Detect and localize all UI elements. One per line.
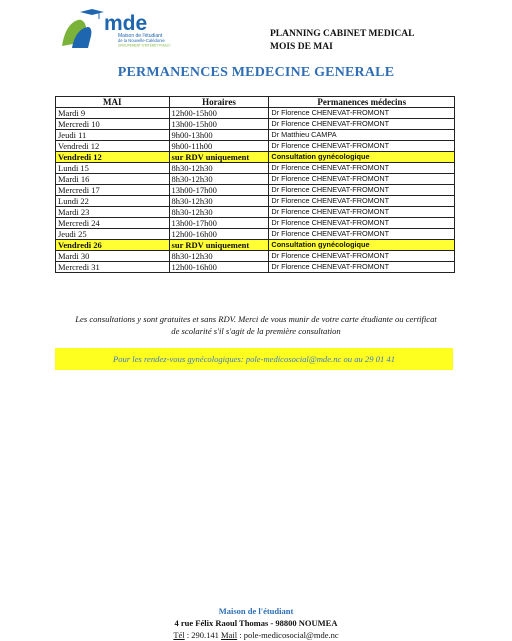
doctor-cell: Dr Florence CHENEVAT-FROMONT [269, 108, 455, 119]
footer-address: 4 rue Félix Raoul Thomas - 98800 NOUMEA [174, 618, 338, 628]
day-cell: Mardi 16 [56, 174, 170, 185]
doctor-cell: Dr Matthieu CAMPA [269, 130, 455, 141]
table-row [56, 141, 455, 152]
footer-contact [0, 629, 512, 641]
planning-table [55, 96, 455, 273]
day-cell: Mercredi 10 [56, 119, 170, 130]
hours-cell: sur RDV uniquement [169, 152, 269, 163]
hours-cell: 13h00-17h00 [169, 218, 269, 229]
doctor-cell: Dr Florence CHENEVAT-FROMONT [269, 251, 455, 262]
hours-cell: sur RDV uniquement [169, 240, 269, 251]
table-row [56, 163, 455, 174]
day-cell: Mercredi 31 [56, 262, 170, 273]
header-title: PLANNING CABINET MEDICAL [270, 29, 415, 39]
hours-cell: 13h00-17h00 [169, 185, 269, 196]
header-info [270, 28, 414, 54]
day-cell: Jeudi 25 [56, 229, 170, 240]
footer [0, 605, 512, 641]
doctor-cell: Dr Florence CHENEVAT-FROMONT [269, 185, 455, 196]
tel-label: Tél [173, 630, 185, 640]
doctor-cell: Consultation gynécologique [269, 152, 455, 163]
hours-cell: 8h30-12h30 [169, 196, 269, 207]
hours-cell: 9h00-11h00 [169, 141, 269, 152]
hours-cell: 9h00-13h00 [169, 130, 269, 141]
day-cell: Lundi 22 [56, 196, 170, 207]
column-header: MAI [56, 97, 170, 108]
table-header-row [56, 97, 455, 108]
header-month: MOIS DE MAI [270, 42, 333, 52]
day-cell: Vendredi 12 [56, 141, 170, 152]
logo-line3: GROUPEMENT D'INTÉRÊT PUBLIC [118, 43, 171, 48]
day-cell: Vendredi 26 [56, 240, 170, 251]
consultation-note [40, 313, 472, 337]
doctor-cell: Dr Florence CHENEVAT-FROMONT [269, 163, 455, 174]
table-row [56, 262, 455, 273]
gyneco-contact-banner: Pour les rendez-vous gynécologiques: pole-medicosocial@mde.nc ou au 29 01 41 [55, 348, 453, 370]
hours-cell: 12h00-15h00 [169, 108, 269, 119]
table-row [56, 174, 455, 185]
day-cell: Mardi 30 [56, 251, 170, 262]
day-cell: Mardi 9 [56, 108, 170, 119]
column-header: Horaires [169, 97, 269, 108]
day-cell: Mardi 23 [56, 207, 170, 218]
table-row [56, 152, 455, 163]
day-cell: Jeudi 11 [56, 130, 170, 141]
logo-line1: Maison de l'étudiant [118, 33, 163, 39]
footer-org: Maison de l'étudiant [218, 606, 294, 616]
column-header: Permanences médecins [269, 97, 455, 108]
table-row [56, 229, 455, 240]
table-row [56, 108, 455, 119]
doctor-cell: Dr Florence CHENEVAT-FROMONT [269, 262, 455, 273]
tel-value: : 290.141 [184, 630, 222, 640]
mail-label: Mail [221, 630, 238, 640]
table-row [56, 119, 455, 130]
doctor-cell: Dr Florence CHENEVAT-FROMONT [269, 141, 455, 152]
hours-cell: 8h30-12h30 [169, 251, 269, 262]
hours-cell: 8h30-12h30 [169, 207, 269, 218]
doctor-cell: Dr Florence CHENEVAT-FROMONT [269, 119, 455, 130]
doctor-cell: Consultation gynécologique [269, 240, 455, 251]
hours-cell: 13h00-15h00 [169, 119, 269, 130]
hours-cell: 8h30-12h30 [169, 174, 269, 185]
table-row [56, 251, 455, 262]
doctor-cell: Dr Florence CHENEVAT-FROMONT [269, 174, 455, 185]
note-line: de scolarité s'il s'agit de la première consultation [171, 326, 341, 336]
table-row [56, 207, 455, 218]
mail-value: : pole-medicosocial@mde.nc [237, 630, 339, 640]
page-title: PERMANENCES MEDECINE GENERALE [117, 65, 395, 80]
table-row [56, 196, 455, 207]
day-cell: Lundi 15 [56, 163, 170, 174]
mde-logo [58, 8, 178, 52]
table-row [56, 218, 455, 229]
doctor-cell: Dr Florence CHENEVAT-FROMONT [269, 196, 455, 207]
hours-cell: 12h00-16h00 [169, 262, 269, 273]
hours-cell: 8h30-12h30 [169, 163, 269, 174]
table-row [56, 130, 455, 141]
doctor-cell: Dr Florence CHENEVAT-FROMONT [269, 229, 455, 240]
day-cell: Mercredi 24 [56, 218, 170, 229]
logo-brand: mde [104, 12, 148, 35]
table-row [56, 240, 455, 251]
table-row [56, 185, 455, 196]
hours-cell: 12h00-16h00 [169, 229, 269, 240]
logo-line2: de la Nouvelle-Calédonie [118, 38, 165, 43]
doctor-cell: Dr Florence CHENEVAT-FROMONT [269, 207, 455, 218]
doctor-cell: Dr Florence CHENEVAT-FROMONT [269, 218, 455, 229]
day-cell: Mercredi 17 [56, 185, 170, 196]
note-line: Les consultations y sont gratuites et sans RDV. Merci de vous munir de votre carte étudiante ou certificat [75, 314, 437, 324]
day-cell: Vendredi 12 [56, 152, 170, 163]
